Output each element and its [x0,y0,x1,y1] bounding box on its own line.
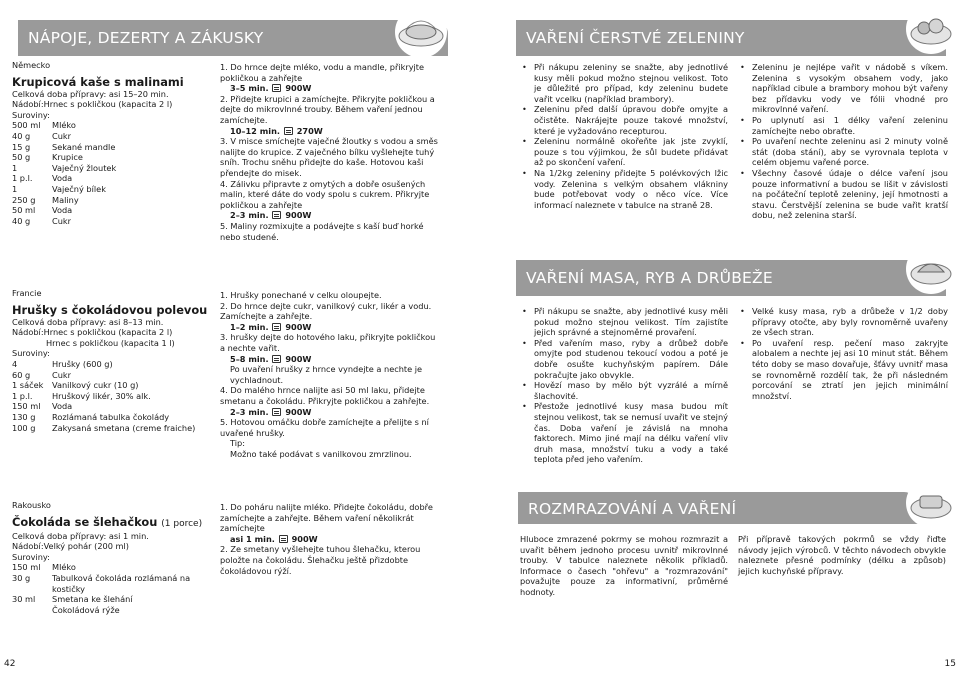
ingredient-qty: 4 [12,358,18,369]
ingredient-row [12,401,212,412]
ingredient-list [12,120,212,226]
ingredient-name: Mléko [52,562,76,573]
meat-section-title: VAŘENÍ MASA, RYB A DRŮBEŽE [526,269,773,287]
recipe-step: Po uvaření hrušky z hrnce vyndejte a nechte je vychladnout. [230,364,423,385]
meat-tips-left [520,306,728,465]
ingredient-qty: 30 g [12,572,31,583]
microwave-icon [272,408,281,416]
recipe-title: Čokoláda se šlehačkou (1 porce) [12,514,203,529]
plate-icon [395,6,447,58]
ingredient-qty: 250 g [12,194,36,205]
vegetables-illustration [906,4,956,54]
microwave-icon [272,84,281,92]
microwave-setting: 1–2 min. 900W [230,321,312,332]
recipe-1-steps [220,62,442,242]
ingredient-name: Voda [52,205,73,216]
ingredient-list [12,562,212,615]
recipe-vessel: Nádobí:Hrnec s pokličkou (kapacita 2 l) [12,99,173,110]
ingredient-qty: 1 [12,183,18,194]
tip-item: • Před vařením maso, ryby a drůbež dobře omyjte pod studenou tekoucí vodou a poté je dobře osušte kuchyňským papírem. Dále pokračujte jako obvykle. [520,338,728,380]
recipe-time: Celková doba přípravy: asi 15–20 min. [12,88,169,99]
ingredient-name: Rozlámaná tabulka čokolády [52,411,170,422]
recipe-step: 5. Hotovou omáčku dobře zamíchejte a přelijte s ní uvařené hrušky. [220,417,429,438]
recipe-origin: Německo [12,60,51,70]
ingredient-name: Hruškový likér, 30% alk. [52,390,151,401]
ingredient-name: Vanilkový cukr (10 g) [52,380,139,391]
ingredient-row [12,380,212,391]
ingredient-row [12,205,212,216]
microwave-setting: 3–5 min. 900W [230,83,312,94]
tip-item: • Při nákupu zeleniny se snažte, aby jednotlivé kusy měli pokud možno stejnou velikost. Toto je důležité pro případ, kdy zeleninu budete vařit vcelku (například brambory). [520,62,728,104]
ingredient-qty: 50 g [12,152,31,163]
ingredient-qty: 150 ml [12,401,41,412]
tip-item: • Všechny časové údaje o délce vaření jsou pouze informativní a budou se lišit v závislosti na počáteční teplotě zeleniny, její hmotnosti a stavu. Čerstvější zelenina se bude vařit kratší dobu, než zelenina starší. [738,168,948,221]
ingredient-row [12,573,212,594]
recipe-step: 2. Do hrnce dejte cukr, vanilkový cukr, likér a vodu. Zamíchejte a zahřejte. [220,300,432,322]
dessert-illustration [395,6,447,58]
ingredient-name: Smetana ke šlehání [52,594,133,605]
microwave-setting: 2–3 min. 900W [230,210,312,221]
ingredient-qty: 100 g [12,422,36,433]
recipe-step: 3. V misce smíchejte vaječné žloutky s vodou a směs nalijte do krupice. Z vaječného bílku vyšlehejte tuhý sníh. Trochu sněhu přidejte do kaše. Hotovou kaši přendejte do misek. [220,136,438,178]
microwave-icon [279,535,288,543]
recipe-time: Celková doba přípravy: asi 1 min. [12,530,149,541]
page-number-right: 15 [944,659,956,670]
recipe-step: 1. Hrušky ponechané v celku oloupejte. [220,290,382,300]
ingredient-row [12,152,212,163]
defrost-text-left: Hluboce zmrazené pokrmy se mohou rozmrazit a uvařit během jednoho procesu uvnitř mikrovlnné trouby. V tabulce naleznete několik příkladů. Informace o časech "ohřevu" a "rozmrazování" považujte pouze za informativní, průměrné hodnoty. [520,534,728,597]
ingredient-name: Maliny [52,194,79,205]
microwave-icon [272,355,281,363]
defrost-section-banner [518,492,918,524]
tip-item: • Po uvaření nechte zeleninu asi 2 minuty volně stát (doba stání), aby se vyrovnala teplota v celém objemu vařené porce. [738,136,948,168]
microwave-setting: asi 1 min. 900W [230,533,318,544]
tip-item: • Po uvaření resp. pečení maso zakryjte alobalem a nechte jej asi 10 minut stát. Během této doby se maso dovařuje, šťávy uvnitř masa se rovnoměrně rozdělí tak, že při následném porcování se ztratí jen jejich minimální množství. [738,338,948,402]
tip-item: • Velké kusy masa, ryb a drůbeže v 1/2 doby přípravy otočte, aby byly rovnoměrně uvařeny ze všech stran. [738,306,948,338]
ingredient-qty: 1 p.l. [12,390,33,401]
microwave-setting: 10–12 min. 270W [230,125,323,136]
recipe-1-header [12,60,212,226]
meat-illustration [906,244,956,294]
recipe-title: Hrušky s čokoládovou polevou [12,302,208,317]
ingredient-name: Cukr [52,130,72,141]
ingredient-qty: 15 g [12,141,31,152]
ingredients-label: Suroviny: [12,348,50,359]
recipe-title: Krupicová kaše s malinami [12,74,184,89]
ingredient-name: Tabulková čokoláda rozlámaná na kostičky [52,572,191,594]
microwave-icon [284,127,293,135]
ingredient-name: Voda [52,401,73,412]
ingredient-row [12,131,212,142]
ingredient-name: Hrušky (600 g) [52,358,113,369]
ingredient-name: Sekané mandle [52,141,116,152]
recipe-step: 5. Maliny rozmixujte a podávejte s kaší buď horké nebo studené. [220,220,424,242]
recipe-3-steps [220,502,442,576]
microwave-setting: 2–3 min. 900W [230,406,312,417]
ingredient-qty: 40 g [12,215,31,226]
ingredient-name: Čokoládová rýže [52,604,120,615]
ingredient-row [12,605,212,616]
ingredient-row [12,195,212,206]
meat-section-banner [516,260,946,296]
defrost-illustration [906,478,956,528]
veg-tips-left [520,62,728,210]
microwave-icon [272,323,281,331]
tip-item: • Po uplynutí asi 1 délky vaření zeleninu zamíchejte nebo obraťte. [738,115,948,136]
recipe-origin: Rakousko [12,500,51,510]
ingredient-qty: 1 [12,162,18,173]
ingredient-name: Cukr [52,369,72,380]
microwave-icon [272,211,281,219]
recipe-step: 4. Zálivku připravte z omytých a dobře osušených malin, které dáte do vody spolu s cukrem. Přikryjte pokličkou a zahřejte [220,178,430,210]
recipe-step: 4. Do malého hrnce nalijte asi 50 ml laku, přidejte smetanu a čokoládu. Přikryjte pokličkou a zahřejte. [220,385,430,406]
recipe-step: Tip: [230,438,245,449]
ingredient-row [12,594,212,605]
ingredient-row [12,142,212,153]
ingredient-qty: 30 ml [12,594,36,605]
recipe-2-steps [220,290,442,460]
veg-tips-right [738,62,948,221]
tip-item: • Zeleninu normálně okořeňte jak jste zvyklí, pouze s tou výjimkou, že sůl budete přidávat až po skončení vaření. [520,136,728,168]
ingredient-name: Mléko [52,120,76,131]
ingredient-name: Vaječný žloutek [52,162,117,173]
ingredient-row [12,391,212,402]
recipe-vessel: Hrnec s pokličkou (kapacita 1 l) [46,337,175,348]
ingredient-name: Vaječný bílek [52,183,106,194]
tip-item: • Přestože jednotlivé kusy masa budou mít stejnou velikost, tak se nemusí uvařit ve stejný čas. Doba vaření je závislá na mnoha faktorech. Mimo jiné mají na délku vaření vliv druh masa, množství tuku a vody a také teplota před jeho vařením. [520,401,728,465]
recipe-step: 2. Ze smetany vyšlehejte tuhou šlehačku, kterou položte na čokoládu. Šlehačku ještě přizdobte čokoládovou rýží. [220,544,421,576]
recipe-step: 1. Do poháru nalijte mléko. Přidejte čokoládu, dobře zamíchejte a zahřejte. Během vaření několikrát zamíchejte [220,502,433,534]
ingredient-name: Voda [52,173,73,184]
left-section-title: NÁPOJE, DEZERTY A ZÁKUSKY [28,29,264,47]
microwave-setting: 5–8 min. 900W [230,353,312,364]
veg-section-title: VAŘENÍ ČERSTVÉ ZELENINY [526,29,745,47]
ingredient-qty: 40 g [12,130,31,141]
recipe-2-header [12,288,212,433]
recipe-step: 2. Přidejte krupici a zamíchejte. Přikryjte pokličkou a dejte do mikrovlnné trouby. Během vaření jednou zamíchejte. [220,93,435,125]
ingredient-name: Zakysaná smetana (creme fraiche) [52,422,196,433]
ingredient-row [12,120,212,131]
ingredient-name: Cukr [52,215,72,226]
ingredient-row [12,216,212,227]
veg-section-banner [516,20,946,56]
ingredient-qty: 150 ml [12,562,41,573]
defrost-section-title: ROZMRAZOVÁNÍ A VAŘENÍ [528,500,737,518]
ingredient-qty: 50 ml [12,205,36,216]
frozen-food-icon [906,478,956,528]
recipe-step: 3. hrušky dejte do hotového laku, přikryjte pokličkou a nechte vařit. [220,332,436,353]
ingredient-row [12,562,212,573]
left-section-banner [18,20,448,56]
meat-tips-right [738,306,948,401]
recipe-origin: Francie [12,288,42,298]
recipe-vessel: Nádobí:Hrnec s pokličkou (kapacita 2 l) [12,327,173,338]
recipe-step: 1. Do hrnce dejte mléko, vodu a mandle, přikryjte pokličkou a zahřejte [220,62,425,83]
ingredient-row [12,163,212,174]
tip-item: • Zeleninu před další úpravou dobře omyjte a očistěte. Nakrájejte pouze takové množství, které je vyžadováno recepturou. [520,104,728,136]
tip-item: • Při nákupu se snažte, aby jednotlivé kusy měli pokud možno stejnou velikost. Tím zajistíte jejich správné a stejnoměrné provaření. [520,306,728,338]
ingredient-row [12,412,212,423]
recipe-vessel: Nádobí:Velký pohár (200 ml) [12,541,130,552]
ingredient-qty: 60 g [12,369,31,380]
ingredient-qty: 130 g [12,411,36,422]
tip-item: • Zeleninu je nejlépe vařit v nádobě s víkem. Zelenina s vysokým obsahem vody, jako například cibule a brambory mohou být vařeny bez přídavku vody ve fólii vhodné pro mikrovlnné vaření. [738,62,948,115]
tip-item: • Hovězí maso by mělo být vyzrálé a mírně šlachovité. [520,380,728,401]
ingredient-qty: 1 p.l. [12,173,33,184]
page-number-left: 42 [4,659,16,670]
ingredient-row [12,184,212,195]
recipe-time: Celková doba přípravy: asi 8–13 min. [12,316,164,327]
defrost-text-right: Při přípravě takových pokrmů se vždy řiďte návody jejich výrobců. V těchto návodech obvykle naleznete přesné podmínky (délku a způsob) jejich kuchyňské přípravy. [738,534,946,576]
ingredients-label: Suroviny: [12,109,50,120]
ingredients-label: Suroviny: [12,551,50,562]
recipe-step: Možno také podávat s vanilkovou zmrzlinou. [230,448,412,459]
ingredient-qty: 1 sáček [12,380,44,391]
ingredient-row [12,423,212,434]
vegetable-bowl-icon [906,4,956,54]
ingredient-row [12,359,212,370]
ingredient-row [12,370,212,381]
ingredient-list [12,359,212,433]
tip-item: • Na 1/2kg zeleniny přidejte 5 polévkových lžic vody. Zelenina s velkým obsahem vlákniny bude potřebovat vody o něco více. Více informací naleznete v tabulce na straně 28. [520,168,728,210]
ingredient-row [12,173,212,184]
recipe-3-header [12,500,212,615]
ingredient-qty [12,605,52,616]
ingredient-name: Krupice [52,152,83,163]
meat-dish-icon [906,244,956,294]
ingredient-qty: 500 ml [12,120,41,131]
